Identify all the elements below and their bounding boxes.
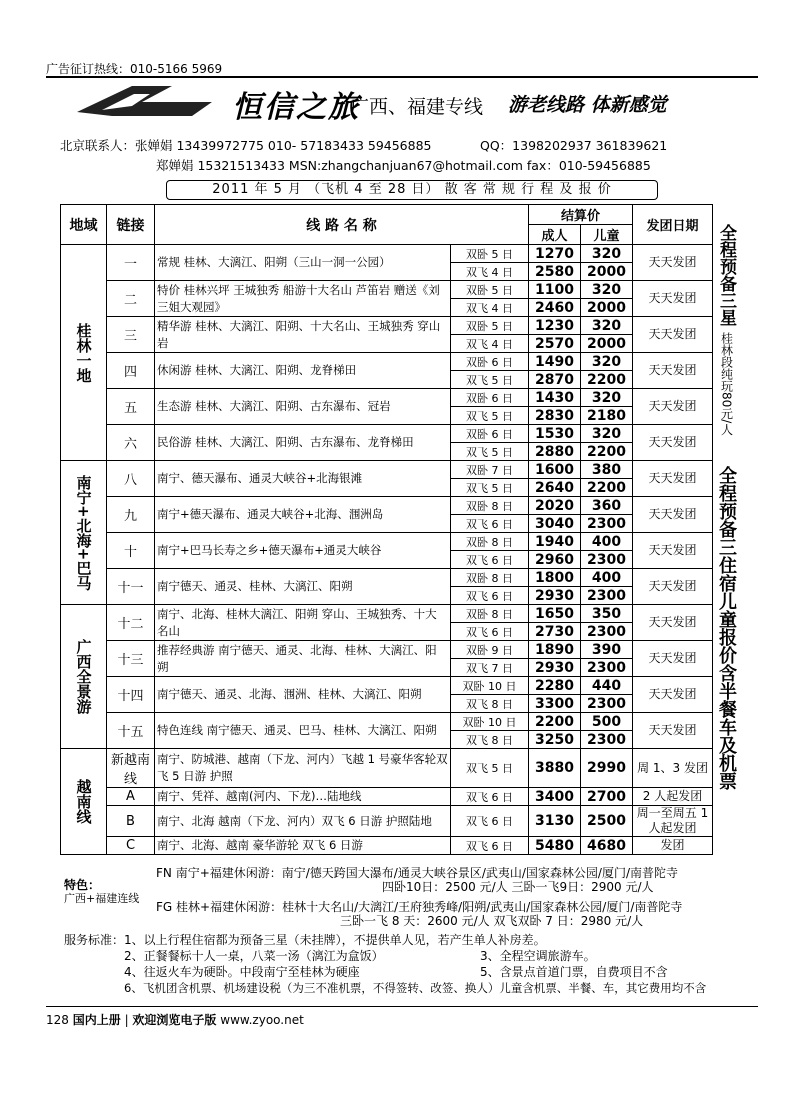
transport: 双卧 6 日 — [451, 389, 529, 407]
child-price: 320 — [581, 425, 633, 443]
transport: 双卧 7 日 — [451, 461, 529, 479]
departure: 天天发团 — [633, 641, 713, 677]
price-table-wrap — [60, 204, 740, 855]
adult-price: 3130 — [529, 806, 581, 837]
child-price: 2300 — [581, 623, 633, 641]
specialty: 广西、福建专线 — [350, 96, 484, 118]
adult-price: 2640 — [529, 479, 581, 497]
adult-price: 3040 — [529, 515, 581, 533]
departure: 周一至周五 1 人起发团 — [633, 806, 713, 837]
route-name: 南宁+德天瀑布、通灵大峡谷+北海、涠洲岛 — [155, 497, 451, 533]
departure: 天天发团 — [633, 461, 713, 497]
adult-price: 3880 — [529, 749, 581, 788]
transport: 双卧 9 日 — [451, 641, 529, 659]
route-link: 十二 — [107, 605, 155, 641]
transport: 双飞 6 日 — [451, 551, 529, 569]
adult-price: 2870 — [529, 371, 581, 389]
child-price: 2990 — [581, 749, 633, 788]
table-row — [61, 281, 713, 299]
child-price: 400 — [581, 533, 633, 551]
transport: 双卧 5 日 — [451, 281, 529, 299]
top-rule — [46, 76, 758, 78]
child-price: 2200 — [581, 371, 633, 389]
child-price: 500 — [581, 713, 633, 731]
route-name: 民俗游 桂林、大漓江、阳朔、古东瀑布、龙脊梯田 — [155, 425, 451, 461]
adult-price: 2880 — [529, 443, 581, 461]
brand-name: 恒信之旅 — [232, 90, 360, 125]
table-title: 2011 年 5 月 （飞机 4 至 28 日） 散 客 常 规 行 程 及 报 价 — [166, 180, 658, 200]
route-link: 五 — [107, 389, 155, 425]
adult-price: 2930 — [529, 587, 581, 605]
price-table — [60, 204, 713, 855]
child-price: 350 — [581, 605, 633, 623]
transport: 双飞 5 日 — [451, 479, 529, 497]
table-row — [61, 497, 713, 515]
table-row — [61, 806, 713, 837]
child-price: 2700 — [581, 788, 633, 806]
table-row — [61, 837, 713, 855]
side-note-1 — [712, 224, 740, 435]
route-name: 南宁、德天瀑布、通灵大峡谷+北海银滩 — [155, 461, 451, 497]
transport: 双卧 6 日 — [451, 353, 529, 371]
transport: 双飞 6 日 — [451, 806, 529, 837]
route-link: 十五 — [107, 713, 155, 749]
departure: 天天发团 — [633, 317, 713, 353]
child-price: 2300 — [581, 587, 633, 605]
header-departure: 发团日期 — [633, 205, 713, 245]
transport: 双飞 6 日 — [451, 788, 529, 806]
transport: 双卧 10 日 — [451, 713, 529, 731]
child-price: 2000 — [581, 299, 633, 317]
side-note-2 — [712, 466, 740, 790]
adult-price: 3250 — [529, 731, 581, 749]
adult-price: 2580 — [529, 263, 581, 281]
transport: 双卧 8 日 — [451, 605, 529, 623]
region-cell: 南宁+北海+巴马 — [61, 461, 107, 605]
adult-price: 3300 — [529, 695, 581, 713]
child-price: 320 — [581, 353, 633, 371]
adult-price: 2730 — [529, 623, 581, 641]
bottom-rule — [46, 1006, 758, 1007]
footer: 128 国内上册 | 欢迎浏览电子版 www.zyoo.net — [46, 1013, 304, 1027]
child-price: 2500 — [581, 806, 633, 837]
route-name: 南宁德天、通灵、桂林、大漓江、阳朔 — [155, 569, 451, 605]
route-link: 新越南线 — [107, 749, 155, 788]
header-link: 链接 — [107, 205, 155, 245]
departure: 天天发团 — [633, 713, 713, 749]
region-cell: 越南线 — [61, 749, 107, 855]
transport: 双飞 4 日 — [451, 263, 529, 281]
transport: 双卧 6 日 — [451, 425, 529, 443]
route-name: 南宁德天、通灵、北海、涠洲、桂林、大漓江、阳朔 — [155, 677, 451, 713]
transport: 双飞 5 日 — [451, 407, 529, 425]
table-row — [61, 245, 713, 263]
route-name: 常规 桂林、大漓江、阳朔（三山一洞一公园） — [155, 245, 451, 281]
child-price: 2300 — [581, 695, 633, 713]
route-name: 休闲游 桂林、大漓江、阳朔、龙脊梯田 — [155, 353, 451, 389]
route-name: 南宁、凭祥、越南(河内、下龙)…陆地线 — [155, 788, 451, 806]
adult-price: 1530 — [529, 425, 581, 443]
departure: 周 1、3 发团 — [633, 749, 713, 788]
slogan: 游老线路 体新感觉 — [508, 94, 667, 116]
company-logo-icon — [72, 82, 222, 122]
transport: 双卧 10 日 — [451, 677, 529, 695]
adult-price: 1800 — [529, 569, 581, 587]
child-price: 2000 — [581, 335, 633, 353]
adult-price: 2200 — [529, 713, 581, 731]
side-note-1-main: 全程预备三星 — [716, 224, 736, 326]
route-name: 南宁、防城港、越南（下龙、河内）飞越 1 号豪华客轮双飞 5 日游 护照 — [155, 749, 451, 788]
table-row — [61, 749, 713, 788]
side-note-1-sub: 桂林段纯玩80元/人 — [719, 332, 734, 436]
route-link: 十四 — [107, 677, 155, 713]
route-name: 精华游 桂林、大漓江、阳朔、十大名山、王城独秀 穿山岩 — [155, 317, 451, 353]
child-price: 2200 — [581, 479, 633, 497]
feature-fg-price: 三卧一飞 8 天：2600 元/人 双飞双卧 7 日：2980 元/人 — [340, 914, 644, 928]
table-row — [61, 788, 713, 806]
child-price: 2300 — [581, 515, 633, 533]
contact-line-2: 郑婵娟 15321513433 MSN:zhangchanjuan67@hotmail.com fax：010-59456885 — [156, 158, 651, 173]
route-link: 六 — [107, 425, 155, 461]
transport: 双卧 5 日 — [451, 245, 529, 263]
transport: 双飞 5 日 — [451, 443, 529, 461]
adult-price: 3400 — [529, 788, 581, 806]
route-link: 十一 — [107, 569, 155, 605]
region-cell: 桂林一地 — [61, 245, 107, 461]
route-link: 十 — [107, 533, 155, 569]
footer-tagline: 欢迎浏览电子版 — [132, 1013, 217, 1027]
transport: 双卧 8 日 — [451, 497, 529, 515]
route-name: 南宁、北海、越南 豪华游轮 双飞 6 日游 — [155, 837, 451, 855]
child-price: 2300 — [581, 551, 633, 569]
header-adult: 成人 — [529, 225, 581, 245]
route-link: B — [107, 806, 155, 837]
adult-price: 1270 — [529, 245, 581, 263]
table-row — [61, 533, 713, 551]
page-number: 128 — [46, 1013, 69, 1027]
table-row — [61, 461, 713, 479]
adult-price: 2930 — [529, 659, 581, 677]
ad-hotline: 广告征订热线：010-5166 5969 — [46, 62, 223, 76]
child-price: 4680 — [581, 837, 633, 855]
route-link: 八 — [107, 461, 155, 497]
route-link: 二 — [107, 281, 155, 317]
transport: 双飞 5 日 — [451, 749, 529, 788]
transport: 双飞 6 日 — [451, 515, 529, 533]
route-link: 十三 — [107, 641, 155, 677]
route-link: 三 — [107, 317, 155, 353]
departure: 2 人起发团 — [633, 788, 713, 806]
route-name: 南宁+巴马长寿之乡+德天瀑布+通灵大峡谷 — [155, 533, 451, 569]
feature-fg: FG 桂林+福建休闲游：桂林十大名山/大漓江/王府独秀峰/阳朔/武夷山/国家森林公园/厦门/南普陀寺 — [156, 900, 683, 914]
service-item-5: 5、含景点首道门票，自费项目不含 — [480, 965, 668, 979]
departure: 天天发团 — [633, 425, 713, 461]
route-name: 南宁、北海 越南（下龙、河内）双飞 6 日游 护照陆地 — [155, 806, 451, 837]
transport: 双飞 7 日 — [451, 659, 529, 677]
route-name: 特色连线 南宁德天、通灵、巴马、桂林、大漓江、阳朔 — [155, 713, 451, 749]
table-row — [61, 605, 713, 623]
departure: 天天发团 — [633, 533, 713, 569]
header-region: 地域 — [61, 205, 107, 245]
child-price: 390 — [581, 641, 633, 659]
adult-price: 1600 — [529, 461, 581, 479]
departure: 天天发团 — [633, 497, 713, 533]
route-name: 南宁、北海、桂林大漓江、阳朔 穿山、王城独秀、十大名山 — [155, 605, 451, 641]
feature-label: 特色： — [64, 878, 101, 892]
adult-price: 2570 — [529, 335, 581, 353]
adult-price: 5480 — [529, 837, 581, 855]
route-name: 特价 桂林兴坪 王城独秀 船游十大名山 芦笛岩 赠送《刘三姐大观园》 — [155, 281, 451, 317]
adult-price: 1940 — [529, 533, 581, 551]
adult-price: 1230 — [529, 317, 581, 335]
route-link: 四 — [107, 353, 155, 389]
transport: 双飞 4 日 — [451, 299, 529, 317]
footer-section: 国内上册 — [72, 1013, 121, 1027]
child-price: 360 — [581, 497, 633, 515]
transport: 双飞 5 日 — [451, 371, 529, 389]
service-item-2: 2、正餐餐标十人一桌，八菜一汤（漓江为盒饭） — [124, 949, 384, 963]
adult-price: 2280 — [529, 677, 581, 695]
route-link: A — [107, 788, 155, 806]
transport: 双飞 8 日 — [451, 731, 529, 749]
departure: 天天发团 — [633, 677, 713, 713]
departure: 天天发团 — [633, 389, 713, 425]
route-name: 生态游 桂林、大漓江、阳朔、古东瀑布、冠岩 — [155, 389, 451, 425]
table-row — [61, 353, 713, 371]
departure: 天天发团 — [633, 605, 713, 641]
child-price: 2180 — [581, 407, 633, 425]
child-price: 320 — [581, 281, 633, 299]
child-price: 2300 — [581, 731, 633, 749]
region-cell: 广西全景游 — [61, 605, 107, 749]
adult-price: 2830 — [529, 407, 581, 425]
child-price: 440 — [581, 677, 633, 695]
table-row — [61, 569, 713, 587]
adult-price: 1890 — [529, 641, 581, 659]
departure: 天天发团 — [633, 569, 713, 605]
child-price: 320 — [581, 245, 633, 263]
transport: 双卧 8 日 — [451, 533, 529, 551]
service-item-6: 6、飞机团含机票、机场建设税（为三不准机票，不得签转、改签、换人）儿童含机票、半餐、车，其它费用均不含 — [124, 981, 707, 995]
table-row — [61, 641, 713, 659]
contact-line-1: 北京联系人：张婵娟 13439972775 010- 57183433 59456885 — [60, 138, 432, 153]
table-row — [61, 389, 713, 407]
service-label: 服务标准：1、以上行程住宿都为预备三星（未挂牌），不提供单人见，若产生单人补房差。 — [64, 933, 546, 947]
departure: 发团 — [633, 837, 713, 855]
route-link: C — [107, 837, 155, 855]
transport: 双飞 4 日 — [451, 335, 529, 353]
table-row — [61, 713, 713, 731]
route-name: 推荐经典游 南宁德天、通灵、北海、桂林、大漓江、阳朔 — [155, 641, 451, 677]
adult-price: 1650 — [529, 605, 581, 623]
child-price: 320 — [581, 317, 633, 335]
child-price: 400 — [581, 569, 633, 587]
contact-qq: QQ：1398202937 361839621 — [480, 138, 668, 153]
departure: 天天发团 — [633, 245, 713, 281]
header-price: 结算价 — [529, 205, 633, 225]
route-link: 一 — [107, 245, 155, 281]
transport: 双飞 6 日 — [451, 587, 529, 605]
table-row — [61, 425, 713, 443]
route-link: 九 — [107, 497, 155, 533]
adult-price: 2460 — [529, 299, 581, 317]
feature-sub: 广西+福建连线 — [64, 892, 140, 905]
table-row — [61, 317, 713, 335]
table-row — [61, 677, 713, 695]
child-price: 2000 — [581, 263, 633, 281]
service-item-3: 3、全程空调旅游车。 — [480, 949, 596, 963]
service-item-4: 4、往返火车为硬卧。中段南宁至桂林为硬座 — [124, 965, 360, 979]
header-route: 线 路 名 称 — [155, 205, 529, 245]
adult-price: 1490 — [529, 353, 581, 371]
transport: 双飞 6 日 — [451, 623, 529, 641]
transport: 双飞 8 日 — [451, 695, 529, 713]
adult-price: 1430 — [529, 389, 581, 407]
departure: 天天发团 — [633, 281, 713, 317]
child-price: 380 — [581, 461, 633, 479]
child-price: 2200 — [581, 443, 633, 461]
child-price: 2300 — [581, 659, 633, 677]
transport: 双卧 5 日 — [451, 317, 529, 335]
adult-price: 1100 — [529, 281, 581, 299]
adult-price: 2960 — [529, 551, 581, 569]
header-child: 儿童 — [581, 225, 633, 245]
departure: 天天发团 — [633, 353, 713, 389]
child-price: 320 — [581, 389, 633, 407]
transport: 双卧 8 日 — [451, 569, 529, 587]
footer-url[interactable]: www.zyoo.net — [220, 1013, 304, 1027]
header — [60, 80, 760, 128]
adult-price: 2020 — [529, 497, 581, 515]
feature-fn: FN 南宁+福建休闲游：南宁/德天跨国大瀑布/通灵大峡谷景区/武夷山/国家森林公园/厦门/南普陀寺 — [156, 866, 679, 880]
feature-fn-price: 四卧10日：2500 元/人 三卧一飞9日：2900 元/人 — [382, 880, 654, 894]
side-note-2-text: 全程预备三住宿儿童报价含半餐车及机票 — [716, 466, 737, 790]
transport: 双飞 6 日 — [451, 837, 529, 855]
